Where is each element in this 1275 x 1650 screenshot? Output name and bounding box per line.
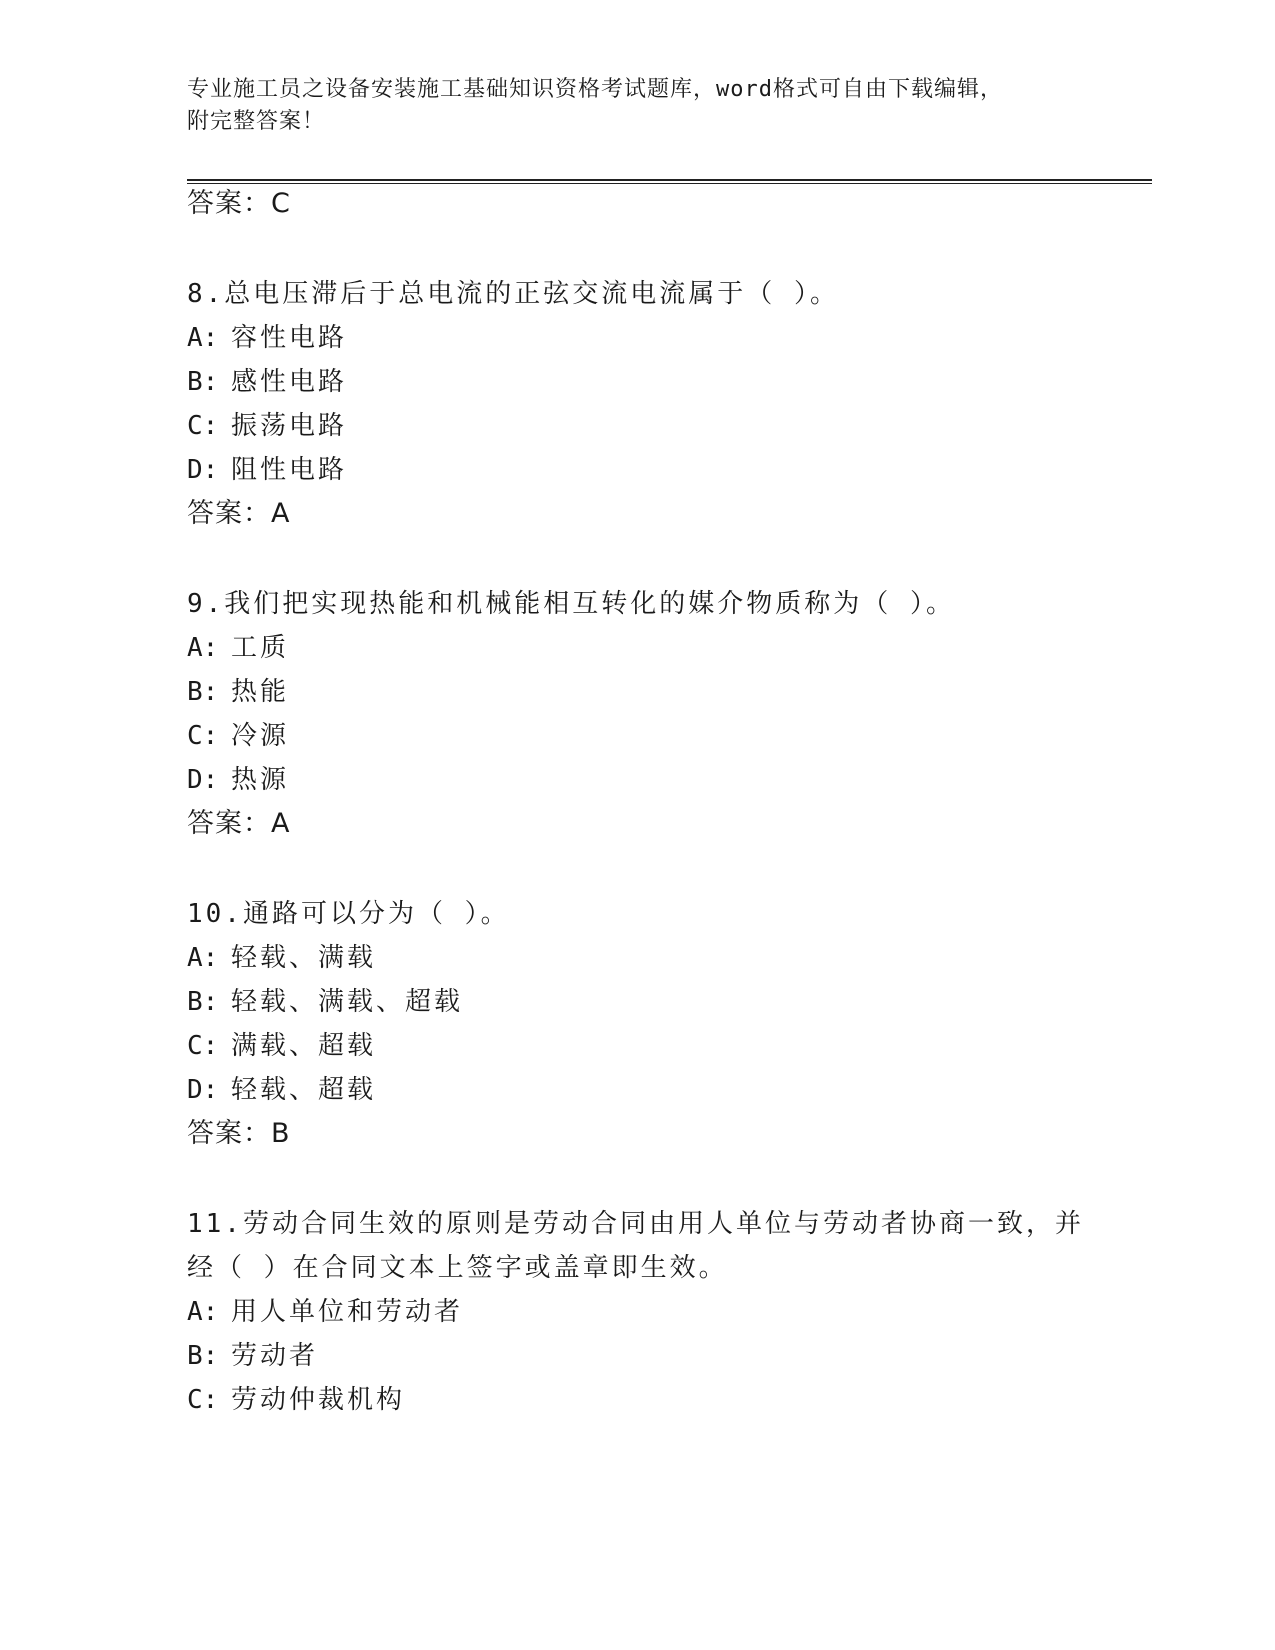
header-divider-thick <box>187 179 1152 181</box>
option-text: 轻载、满载 <box>231 943 377 973</box>
answer-key: 答案：C <box>187 188 291 219</box>
option-letter: C: <box>187 1031 219 1061</box>
option-text: 容性电路 <box>231 323 348 353</box>
option-text: 感性电路 <box>231 367 348 397</box>
answer-option <box>187 1339 318 1373</box>
answer-option <box>187 453 347 487</box>
option-letter: A: <box>187 323 219 353</box>
answer-option <box>187 941 376 975</box>
answer-key: 答案：A <box>187 808 291 839</box>
answer-option <box>187 763 289 797</box>
option-letter: B: <box>187 367 219 397</box>
document-header <box>187 74 1087 138</box>
answer-option <box>187 985 463 1019</box>
answer-option <box>187 719 289 753</box>
option-letter: B: <box>187 1341 219 1371</box>
question-text: 11.劳动合同生效的原则是劳动合同由用人单位与劳动者协商一致，并 <box>187 1209 1084 1239</box>
option-letter: B: <box>187 987 219 1017</box>
option-letter: D: <box>187 1075 219 1105</box>
option-text: 振荡电路 <box>231 411 348 441</box>
header-divider-thin <box>187 183 1152 184</box>
question-text: 10.通路可以分为（ ）。 <box>187 899 510 929</box>
option-text: 轻载、超载 <box>231 1075 377 1105</box>
option-letter: B: <box>187 677 219 707</box>
answer-key: 答案：A <box>187 498 291 529</box>
option-letter: A: <box>187 1297 219 1327</box>
answer-option <box>187 675 289 709</box>
answer-option <box>187 365 347 399</box>
option-text: 冷源 <box>231 721 290 751</box>
option-text: 热源 <box>231 765 290 795</box>
option-text: 工质 <box>231 633 290 663</box>
option-letter: C: <box>187 721 219 751</box>
question-text: 9.我们把实现热能和机械能相互转化的媒介物质称为（ ）。 <box>187 589 955 619</box>
option-letter: C: <box>187 1385 219 1415</box>
option-text: 热能 <box>231 677 290 707</box>
option-letter: C: <box>187 411 219 441</box>
option-text: 劳动者 <box>231 1341 319 1371</box>
option-letter: D: <box>187 455 219 485</box>
answer-option <box>187 1383 405 1417</box>
option-text: 用人单位和劳动者 <box>231 1297 464 1327</box>
answer-option <box>187 409 347 443</box>
option-letter: A: <box>187 943 219 973</box>
header-line-1: 专业施工员之设备安装施工基础知识资格考试题库，word格式可自由下载编辑， <box>187 77 1003 102</box>
option-text: 劳动仲裁机构 <box>231 1385 406 1415</box>
option-letter: A: <box>187 633 219 663</box>
header-line-2: 附完整答案！ <box>187 109 326 134</box>
option-text: 阻性电路 <box>231 455 348 485</box>
answer-option <box>187 321 347 355</box>
answer-option <box>187 1295 463 1329</box>
question-text: 8.总电压滞后于总电流的正弦交流电流属于（ ）。 <box>187 279 839 309</box>
option-letter: D: <box>187 765 219 795</box>
question-text: 经（ ）在合同文本上签字或盖章即生效。 <box>187 1253 728 1283</box>
option-text: 轻载、满载、超载 <box>231 987 464 1017</box>
answer-option <box>187 1029 376 1063</box>
option-text: 满载、超载 <box>231 1031 377 1061</box>
answer-key: 答案：B <box>187 1118 291 1149</box>
answer-option <box>187 631 289 665</box>
answer-option <box>187 1073 376 1107</box>
